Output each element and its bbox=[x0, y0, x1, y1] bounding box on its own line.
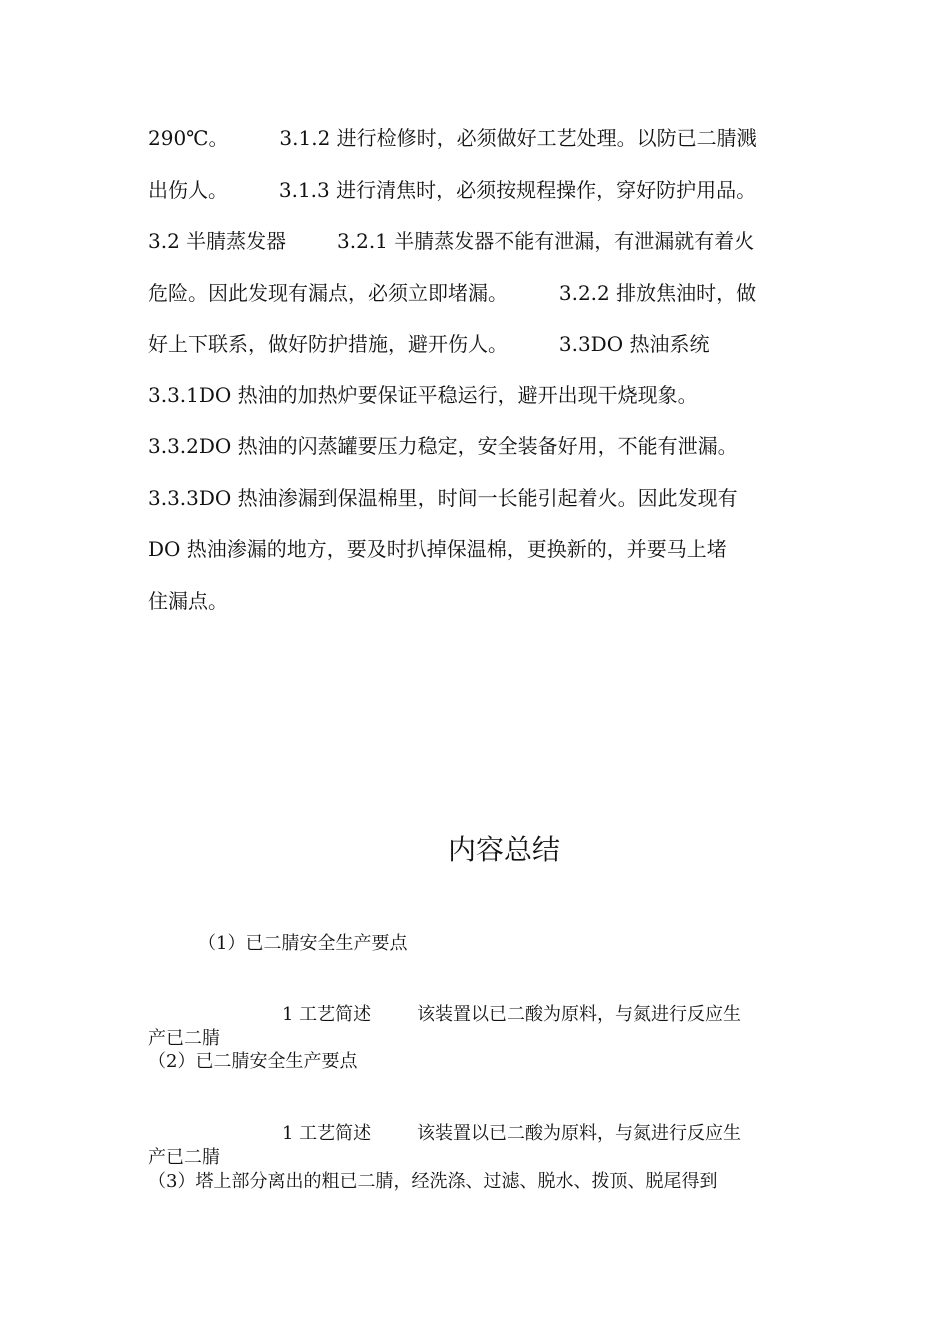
body-line: DO 热油渗漏的地方，要及时扒掉保温棉，更换新的，并要马上堵 bbox=[148, 537, 727, 561]
body-line: 3.3.2DO 热油的闪蒸罐要压力稳定，安全装备好用，不能有泄漏。 bbox=[148, 434, 738, 458]
summary-item-2-detail: 1 工艺简述 该装置以已二酸为原料，与氮进行反应生 bbox=[282, 1123, 741, 1144]
body-line: 住漏点。 bbox=[148, 589, 228, 613]
body-line: 290℃。 3.1.2 进行检修时，必须做好工艺处理。以防已二腈溅 bbox=[148, 126, 757, 150]
body-line: 3.3.3DO 热油渗漏到保温棉里，时间一长能引起着火。因此发现有 bbox=[148, 486, 738, 510]
body-line: 3.3.1DO 热油的加热炉要保证平稳运行，避开出现干烧现象。 bbox=[148, 383, 698, 407]
summary-title: 内容总结 bbox=[447, 833, 560, 866]
summary-item-2-detail-cont: 产已二腈 bbox=[148, 1147, 220, 1168]
summary-item-3: （3）塔上部分离出的粗已二腈，经洗涤、过滤、脱水、拨顶、脱尾得到 bbox=[148, 1171, 718, 1192]
body-line: 好上下联系，做好防护措施，避开伤人。 3.3DO 热油系统 bbox=[148, 332, 710, 356]
summary-item-2: （2）已二腈安全生产要点 bbox=[148, 1051, 358, 1072]
summary-item-1: （1）已二腈安全生产要点 bbox=[198, 933, 408, 954]
body-line: 3.2 半腈蒸发器 3.2.1 半腈蒸发器不能有泄漏，有泄漏就有着火 bbox=[148, 229, 755, 253]
summary-item-1-detail: 1 工艺简述 该装置以已二酸为原料，与氮进行反应生 bbox=[282, 1004, 741, 1025]
body-line: 出伤人。 3.1.3 进行清焦时，必须按规程操作，穿好防护用品。 bbox=[148, 178, 757, 202]
summary-item-1-detail-cont: 产已二腈 bbox=[148, 1028, 220, 1049]
body-line: 危险。因此发现有漏点，必须立即堵漏。 3.2.2 排放焦油时，做 bbox=[148, 281, 757, 305]
